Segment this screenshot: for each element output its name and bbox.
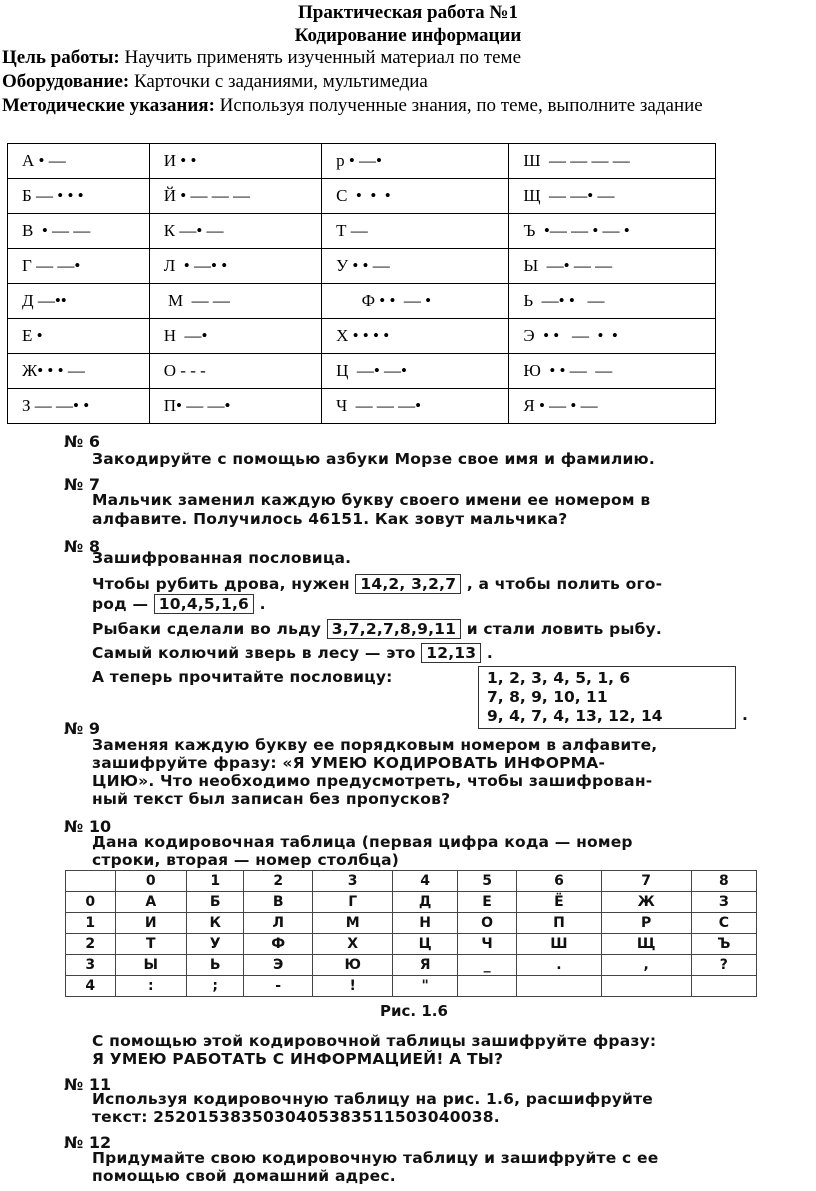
task-8-line-b <box>92 594 266 614</box>
coding-table-row <box>66 871 757 892</box>
coding-table-cell: ! <box>313 976 393 997</box>
coding-table-cell: 8 <box>691 871 756 892</box>
morse-cell: Ъ •— — • — • <box>509 214 716 249</box>
morse-cell: С • • • <box>322 179 509 214</box>
coding-table-cell: Ь <box>187 955 244 976</box>
coding-table-row <box>66 955 757 976</box>
morse-cell: И • • <box>149 144 321 179</box>
coding-table-cell: Щ <box>601 934 691 955</box>
coding-table-cell: 3 <box>313 871 393 892</box>
morse-cell: Е • <box>8 319 150 354</box>
task-8-b-post: . <box>259 595 266 613</box>
task-8-proverb-box <box>478 666 736 729</box>
coding-table-cell: : <box>115 976 186 997</box>
coding-table-cell: Д <box>393 892 458 913</box>
morse-row <box>8 249 716 284</box>
page-subtitle: Кодирование информации <box>294 25 522 46</box>
morse-row <box>8 179 716 214</box>
coding-table-cell <box>66 871 116 892</box>
task-10-number: № 10 <box>64 817 112 836</box>
task-10-line-4: Я УМЕЮ РАБОТАТЬ С ИНФОРМАЦИЕЙ! А ТЫ? <box>92 1050 504 1068</box>
task-8-line-1: Зашифрованная пословица. <box>92 549 352 567</box>
task-11-line-1: Используя кодировочную таблицу на рис. 1.6, расшифруйте <box>92 1090 654 1108</box>
coding-table-cell: 1 <box>187 871 244 892</box>
morse-cell: А • — <box>8 144 150 179</box>
task-8-a-post: , а чтобы полить ого- <box>466 575 663 593</box>
coding-table-cell: 0 <box>66 892 116 913</box>
coding-table-cell: Ю <box>313 955 393 976</box>
morse-row <box>8 319 716 354</box>
task-8-c-pre: Рыбаки сделали во льду <box>92 620 322 638</box>
morse-cell: Ч — — —• <box>322 389 509 424</box>
coding-table-cell: Н <box>393 913 458 934</box>
morse-row <box>8 284 716 319</box>
goal-label: Цель работы: <box>2 47 120 68</box>
coding-table-cell: 4 <box>66 976 116 997</box>
coding-table-cell: А <box>115 892 186 913</box>
coding-table-cell: Т <box>115 934 186 955</box>
coding-table-cell: Х <box>313 934 393 955</box>
coding-table-cell: , <box>601 955 691 976</box>
task-8-d-pre: Самый колючий зверь в лесу — это <box>92 644 416 662</box>
task-8-line-d <box>92 643 493 663</box>
coding-table-cell: Е <box>457 892 516 913</box>
task-11-line-2: текст: 2520153835030405383511503040038. <box>92 1108 500 1126</box>
morse-code-table <box>7 143 716 424</box>
coding-table-cell <box>517 976 601 997</box>
task-12-line-2: помощью свой домашний адрес. <box>92 1167 396 1185</box>
task-12-number: № 12 <box>64 1133 112 1152</box>
instructions-text: Используя полученные знания, по теме, выполните задание <box>219 95 703 116</box>
coding-table-cell: Ё <box>517 892 601 913</box>
morse-row <box>8 389 716 424</box>
morse-cell: Ж• • • — <box>8 354 150 389</box>
task-8-a-box: 14,2, 3,2,7 <box>355 574 461 594</box>
task-10-line-3: С помощью этой кодировочной таблицы зашифруйте фразу: <box>92 1032 657 1050</box>
morse-cell: р • —• <box>322 144 509 179</box>
coding-table-cell: Ш <box>517 934 601 955</box>
morse-cell: Б — • • • <box>8 179 150 214</box>
task-7-line-1: Мальчик заменил каждую букву своего имени ее номером в <box>92 491 651 509</box>
instructions-line <box>2 95 816 117</box>
coding-table-cell: П <box>517 913 601 934</box>
coding-table-cell: Р <box>601 913 691 934</box>
morse-cell: Я • — • — <box>509 389 716 424</box>
coding-table-cell: О <box>457 913 516 934</box>
coding-table-cell: Ж <box>601 892 691 913</box>
task-8-proverb-line-1: 1, 2, 3, 4, 5, 1, 6 <box>487 669 631 687</box>
task-9-line-4: ный текст был записан без пропусков? <box>92 790 451 808</box>
morse-cell: Н —• <box>149 319 321 354</box>
coding-table-cell: 5 <box>457 871 516 892</box>
task-9-line-2: зашифруйте фразу: «Я УМЕЮ КОДИРОВАТЬ ИНФОРМА- <box>92 754 606 772</box>
goal-text: Научить применять изученный материал по теме <box>124 47 521 68</box>
task-8-proverb-line-3: 9, 4, 7, 4, 13, 12, 14 <box>487 707 663 725</box>
coding-table-cell: 0 <box>115 871 186 892</box>
morse-cell: Ш — — — — <box>509 144 716 179</box>
coding-table-cell: - <box>244 976 313 997</box>
coding-table-cell: И <box>115 913 186 934</box>
coding-table-cell: ; <box>187 976 244 997</box>
morse-cell: Ц —• —• <box>322 354 509 389</box>
task-8-line-a <box>92 574 662 594</box>
morse-cell: Т — <box>322 214 509 249</box>
equipment-label: Оборудование: <box>2 71 130 92</box>
coding-table-cell: Ы <box>115 955 186 976</box>
figure-caption: Рис. 1.6 <box>380 1002 448 1020</box>
equipment-line <box>2 71 816 93</box>
coding-table-cell: " <box>393 976 458 997</box>
morse-cell: В • — — <box>8 214 150 249</box>
coding-table-cell: З <box>691 892 756 913</box>
coding-table <box>65 870 757 997</box>
task-8-proverb-period: . <box>742 706 749 724</box>
task-8-d-box: 12,13 <box>421 643 481 663</box>
task-10-line-2: строки, вторая — номер столбца) <box>92 851 400 869</box>
morse-row <box>8 144 716 179</box>
coding-table-cell: В <box>244 892 313 913</box>
coding-table-row <box>66 934 757 955</box>
morse-cell: М — — <box>149 284 321 319</box>
morse-cell: О - - - <box>149 354 321 389</box>
task-8-proverb-line-2: 7, 8, 9, 10, 11 <box>487 688 608 706</box>
task-7-number: № 7 <box>64 475 100 494</box>
morse-cell: К —• — <box>149 214 321 249</box>
task-8-a-pre: Чтобы рубить дрова, нужен <box>92 575 350 593</box>
coding-table-cell: 2 <box>244 871 313 892</box>
task-11-number: № 11 <box>64 1075 112 1094</box>
coding-table-cell <box>457 976 516 997</box>
coding-table-cell: Ц <box>393 934 458 955</box>
coding-table-cell: 1 <box>66 913 116 934</box>
page-title: Практическая работа №1 <box>297 2 519 23</box>
goal-line <box>2 47 816 69</box>
morse-cell: Ю • • — — <box>509 354 716 389</box>
coding-table-row <box>66 976 757 997</box>
coding-table-row <box>66 892 757 913</box>
morse-cell: Й • — — — <box>149 179 321 214</box>
coding-table-cell: Г <box>313 892 393 913</box>
coding-table-cell: 6 <box>517 871 601 892</box>
task-8-c-box: 3,7,2,7,8,9,11 <box>327 619 461 639</box>
morse-cell: Ь —• • — <box>509 284 716 319</box>
morse-cell: Э • • — • • <box>509 319 716 354</box>
task-8-line-c <box>92 619 662 639</box>
coding-table-cell: . <box>517 955 601 976</box>
task-8-number: № 8 <box>64 537 100 556</box>
morse-cell: Г — —• <box>8 249 150 284</box>
coding-table-cell: ? <box>691 955 756 976</box>
task-8-b-pre: род — <box>92 595 149 613</box>
coding-table-cell <box>601 976 691 997</box>
coding-table-cell: Б <box>187 892 244 913</box>
morse-cell: З — —• • <box>8 389 150 424</box>
coding-table-cell: Ч <box>457 934 516 955</box>
morse-cell: Л • —• • <box>149 249 321 284</box>
task-12-line-1: Придумайте свою кодировочную таблицу и зашифруйте с ее <box>92 1149 659 1167</box>
task-8-c-post: и стали ловить рыбу. <box>466 620 663 638</box>
morse-cell: У • • — <box>322 249 509 284</box>
morse-row <box>8 354 716 389</box>
task-9-number: № 9 <box>64 719 100 738</box>
task-9-line-3: ЦИЮ». Что необходимо предусмотреть, чтобы зашифрован- <box>92 772 653 790</box>
equipment-text: Карточки с заданиями, мультимедиа <box>133 71 428 92</box>
morse-cell: П• — —• <box>149 389 321 424</box>
coding-table-cell: Э <box>244 955 313 976</box>
coding-table-cell: У <box>187 934 244 955</box>
coding-table-cell: Я <box>393 955 458 976</box>
coding-table-cell: _ <box>457 955 516 976</box>
instructions-label: Методические указания: <box>2 95 215 116</box>
task-9-line-1: Заменяя каждую букву ее порядковым номером в алфавите, <box>92 736 658 754</box>
task-6-text: Закодируйте с помощью азбуки Морзе свое имя и фамилию. <box>92 450 655 468</box>
morse-cell: Х • • • • <box>322 319 509 354</box>
coding-table-cell: Ф <box>244 934 313 955</box>
coding-table-row <box>66 913 757 934</box>
coding-table-cell: 7 <box>601 871 691 892</box>
coding-table-cell: 2 <box>66 934 116 955</box>
task-6-number: № 6 <box>64 432 100 451</box>
task-7-line-2: алфавите. Получилось 46151. Как зовут мальчика? <box>92 510 568 528</box>
morse-cell: Щ — —• — <box>509 179 716 214</box>
morse-cell: Ф • • — • <box>322 284 509 319</box>
task-8-d-post: . <box>486 644 493 662</box>
coding-table-cell: 4 <box>393 871 458 892</box>
morse-cell: Д —•• <box>8 284 150 319</box>
coding-table-cell: К <box>187 913 244 934</box>
morse-cell: Ы —• — — <box>509 249 716 284</box>
coding-table-cell <box>691 976 756 997</box>
task-10-line-1: Дана кодировочная таблица (первая цифра кода — номер <box>92 833 633 851</box>
morse-row <box>8 214 716 249</box>
coding-table-cell: Л <box>244 913 313 934</box>
task-8-b-box: 10,4,5,1,6 <box>154 594 254 614</box>
coding-table-cell: М <box>313 913 393 934</box>
coding-table-cell: С <box>691 913 756 934</box>
coding-table-cell: 3 <box>66 955 116 976</box>
task-8-line-e: А теперь прочитайте пословицу: <box>92 668 393 686</box>
coding-table-cell: Ъ <box>691 934 756 955</box>
